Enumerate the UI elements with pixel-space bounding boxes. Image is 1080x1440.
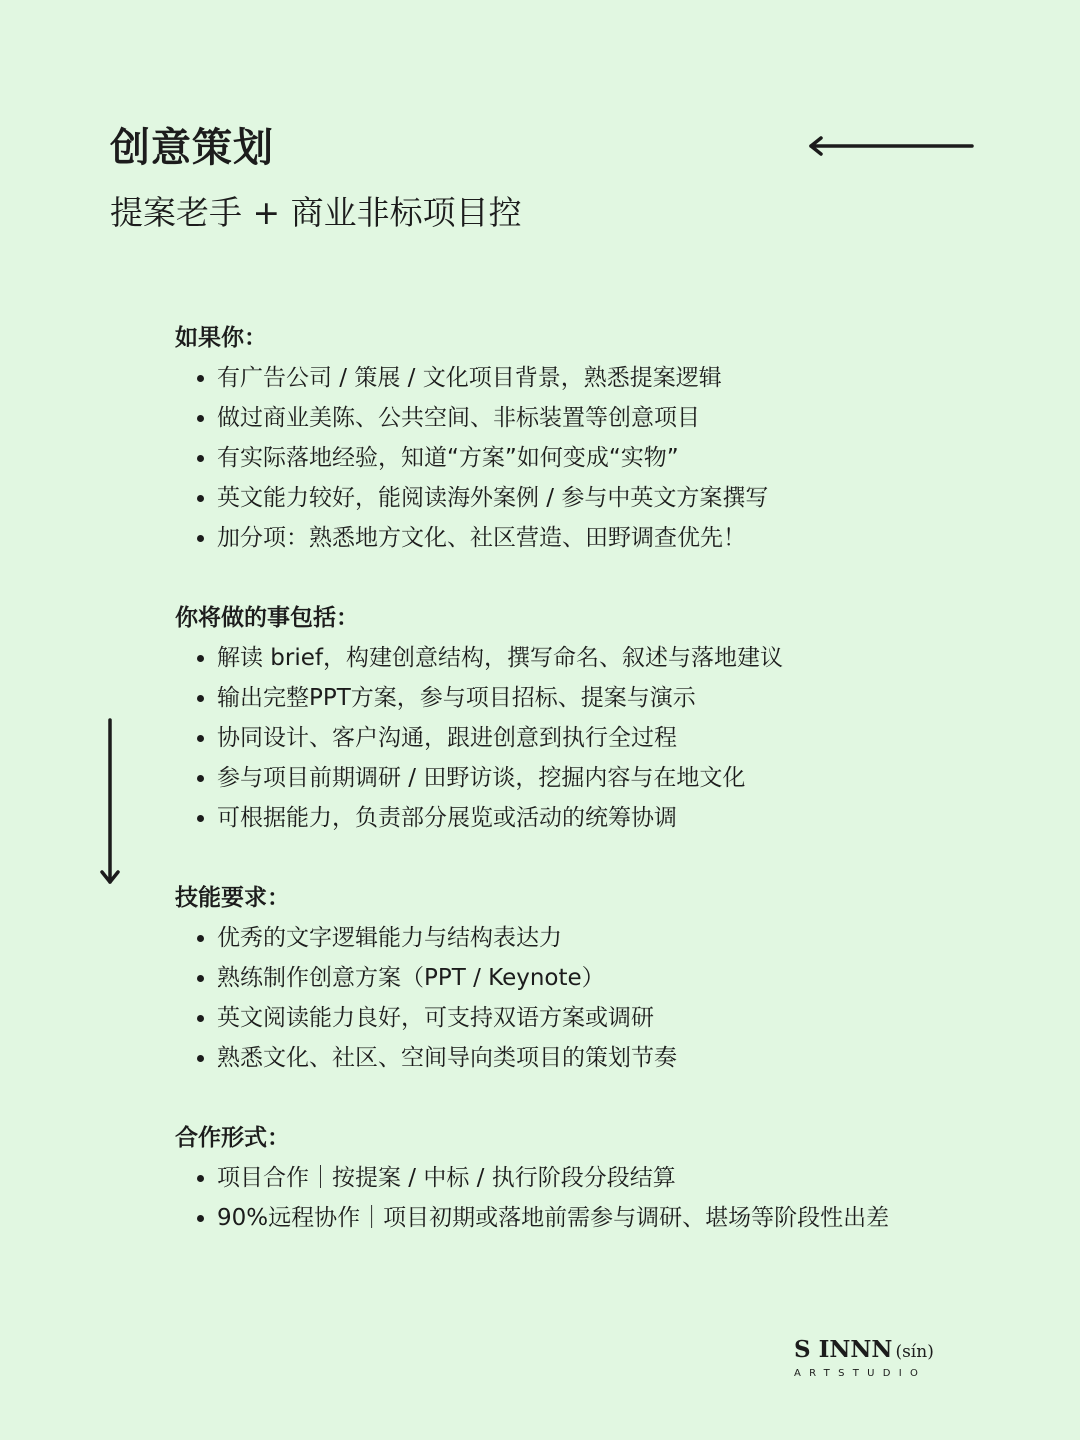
page-title: 创意策划: [110, 125, 274, 171]
bullet-dot-icon: [197, 1055, 204, 1062]
list-item: [175, 478, 995, 518]
list-item-text: 熟练制作创意方案（PPT / Keynote）: [217, 965, 605, 991]
section-responsibilities: [175, 598, 995, 838]
list-item-text: 优秀的文字逻辑能力与结构表达力: [217, 925, 562, 951]
content-area: [175, 318, 995, 1278]
list-item-text: 英文阅读能力良好，可支持双语方案或调研: [217, 1005, 654, 1031]
list-item: [175, 678, 995, 718]
list-item: [175, 398, 995, 438]
bullet-dot-icon: [197, 775, 204, 782]
section-heading: 你将做的事包括：: [175, 605, 359, 631]
list-item: [175, 1038, 995, 1078]
bullet-dot-icon: [197, 815, 204, 822]
list-item-text: 英文能力较好，能阅读海外案例 / 参与中英文方案撰写: [217, 485, 769, 511]
list-item-text: 输出完整PPT方案，参与项目招标、提案与演示: [217, 685, 696, 711]
list-item-text: 熟悉文化、社区、空间导向类项目的策划节奏: [217, 1045, 677, 1071]
bullet-dot-icon: [197, 735, 204, 742]
studio-logo: [794, 1336, 934, 1382]
list-item: [175, 638, 995, 678]
bullet-list: [175, 638, 995, 838]
bullet-dot-icon: [197, 535, 204, 542]
bullet-dot-icon: [197, 375, 204, 382]
list-item: [175, 718, 995, 758]
bullet-dot-icon: [197, 975, 204, 982]
bullet-list: [175, 1158, 995, 1238]
list-item: [175, 958, 995, 998]
list-item: [175, 438, 995, 478]
logo-pronunciation: (sín): [895, 1342, 934, 1362]
list-item-text: 加分项：熟悉地方文化、社区营造、田野调查优先！: [217, 525, 746, 551]
bullet-dot-icon: [197, 695, 204, 702]
arrow-down-icon: [98, 718, 122, 888]
bullet-dot-icon: [197, 455, 204, 462]
section-skills: [175, 878, 995, 1078]
bullet-dot-icon: [197, 1215, 204, 1222]
bullet-dot-icon: [197, 655, 204, 662]
list-item: [175, 1158, 995, 1198]
section-cooperation: [175, 1118, 995, 1238]
list-item: [175, 758, 995, 798]
bullet-dot-icon: [197, 1175, 204, 1182]
logo-tagline: ARTSTUDIO: [794, 1368, 927, 1379]
list-item-text: 做过商业美陈、公共空间、非标装置等创意项目: [217, 405, 700, 431]
section-heading: 合作形式：: [175, 1125, 290, 1151]
list-item: [175, 518, 995, 558]
bullet-dot-icon: [197, 935, 204, 942]
list-item-text: 有广告公司 / 策展 / 文化项目背景，熟悉提案逻辑: [217, 365, 722, 391]
list-item: [175, 918, 995, 958]
list-item: [175, 1198, 995, 1238]
list-item: [175, 358, 995, 398]
list-item-text: 有实际落地经验，知道“方案”如何变成“实物”: [217, 445, 679, 471]
section-heading: 如果你：: [175, 325, 267, 351]
list-item-text: 解读 brief，构建创意结构，撰写命名、叙述与落地建议: [217, 645, 784, 671]
list-item-text: 协同设计、客户沟通，跟进创意到执行全过程: [217, 725, 677, 751]
list-item-text: 项目合作｜按提案 / 中标 / 执行阶段分段结算: [217, 1165, 676, 1191]
arrow-left-icon: [806, 134, 974, 158]
list-item: [175, 798, 995, 838]
bullet-dot-icon: [197, 495, 204, 502]
bullet-list: [175, 918, 995, 1078]
list-item-text: 可根据能力，负责部分展览或活动的统筹协调: [217, 805, 677, 831]
list-item-text: 参与项目前期调研 / 田野访谈，挖掘内容与在地文化: [217, 765, 746, 791]
bullet-dot-icon: [197, 415, 204, 422]
section-heading: 技能要求：: [175, 885, 290, 911]
bullet-dot-icon: [197, 1015, 204, 1022]
logo-wordmark: [794, 1336, 934, 1366]
logo-name: S INNN: [794, 1336, 893, 1363]
bullet-list: [175, 358, 995, 558]
list-item-text: 90%远程协作｜项目初期或落地前需参与调研、堪场等阶段性出差: [217, 1205, 890, 1231]
section-if-you: [175, 318, 995, 558]
list-item: [175, 998, 995, 1038]
page-subtitle: 提案老手 + 商业非标项目控: [110, 193, 522, 232]
